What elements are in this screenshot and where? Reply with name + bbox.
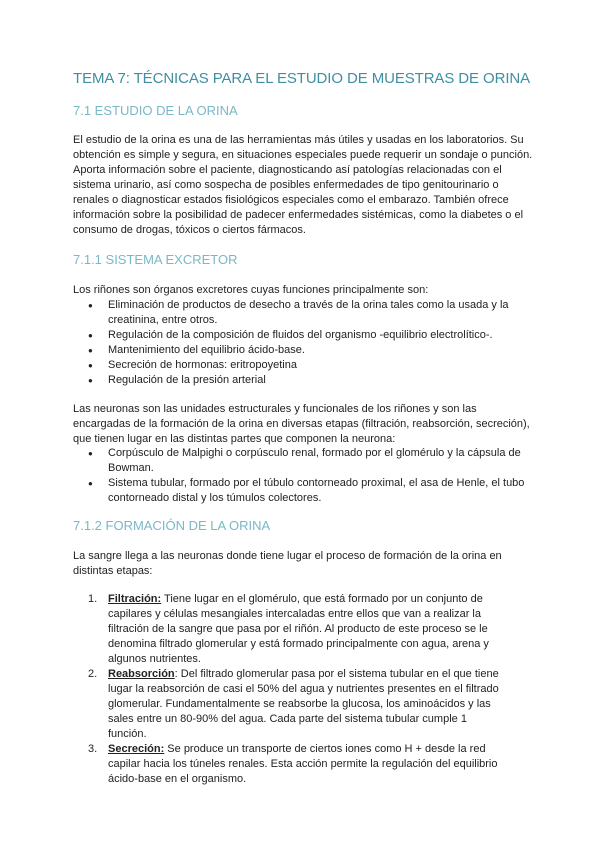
formation-steps-list [73,592,503,787]
step-term: Filtración: [108,593,162,605]
section-paragraph-estudio-orina: El estudio de la orina es una de las herramientas más útiles y usadas en los laboratorios. Su obtención es simple y segura, en situaciones especiales puede requerir un sondaje o punción. Aporta información sobre el paciente, diagnosticando así patologías relacionadas con el sistema urinario, así como sospecha de posibles enfermedades de tipo genitourinario o renales o diagnosticar estados fisiológicos especiales como el embarazo. También ofrece información sobre la posibilidad de padecer enfermedades sistémicas, como la diabetes o el consumo de drogas, tóxicos o ciertos fármacos. [73,134,533,236]
step-text: Tiene lugar en el glomérulo, que está formado por un conjunto de capilares y células mesangiales intercaladas entre ellos que van a realizar la filtración de la sangre que pasa por el riñón. Al producto de este proceso se le denomina filtrado glomerular y está formado principalmente con agua, arena y algunos nutrientes. [108,593,489,665]
list-item [73,667,503,742]
neuron-parts-list [73,446,528,506]
section-heading-sistema-excretor: 7.1.1 SISTEMA EXCRETOR [73,252,238,267]
list-item: ● Regulación de la presión arterial [73,373,528,388]
step-text: Se produce un transporte de ciertos iones como H + desde la red capilar hacia los túneles renales. Esta acción permite la regulación del equilibrio ácido-base en el organismo. [108,743,498,785]
document-title: TEMA 7: TÉCNICAS PARA EL ESTUDIO DE MUESTRAS DE ORINA [73,70,531,87]
step-term: Secreción: [108,743,165,755]
section-heading-estudio-orina: 7.1 ESTUDIO DE LA ORINA [73,103,238,118]
list-item: ● Corpúsculo de Malpighi o corpúsculo renal, formado por el glomérulo y la cápsula de Bowman. [73,446,528,476]
section-heading-formacion-orina: 7.1.2 FORMACIÓN DE LA ORINA [73,518,271,533]
step-term: Reabsorción [108,668,175,680]
step-number: 1. [88,593,98,605]
step-number: 2. [88,668,98,680]
functions-intro: Los riñones son órganos excretores cuyas funciones principalmente son: [73,284,429,296]
list-item: ● Secreción de hormonas: eritropoyetina [73,358,528,373]
step-number: 3. [88,743,98,755]
neurons-paragraph: Las neuronas son las unidades estructurales y funcionales de los riñones y son las encargadas de la formación de la orina en diversas etapas (filtración, reabsorción, secreción), que tienen lugar en las distintas partes que componen la neurona: [73,403,530,445]
list-item: ● Regulación de la composición de fluidos del organismo -equilibrio electrolítico-. [73,328,528,343]
list-item [73,742,503,787]
step-text: : Del filtrado glomerular pasa por el sistema tubular en el que tiene lugar la reabsorción de casi el 50% del agua y nutrientes presentes en el filtrado glomerular. Fundamentalmente se reabsorbe la glucosa, los aminoácidos y las sales entre un 80-90% del agua. Cada parte del sistema tubular cumple 1 función. [108,668,499,740]
list-item [73,592,503,667]
functions-list [73,298,528,388]
list-item: ● Mantenimiento del equilibrio ácido-base. [73,343,528,358]
list-item: ● Eliminación de productos de desecho a través de la orina tales como la usada y la creatinina, entre otros. [73,298,528,328]
list-item: ● Sistema tubular, formado por el túbulo contorneado proximal, el asa de Henle, el tubo contorneado distal y los túmulos colectores. [73,476,528,506]
formation-intro: La sangre llega a las neuronas donde tiene lugar el proceso de formación de la orina en distintas etapas: [73,550,502,577]
